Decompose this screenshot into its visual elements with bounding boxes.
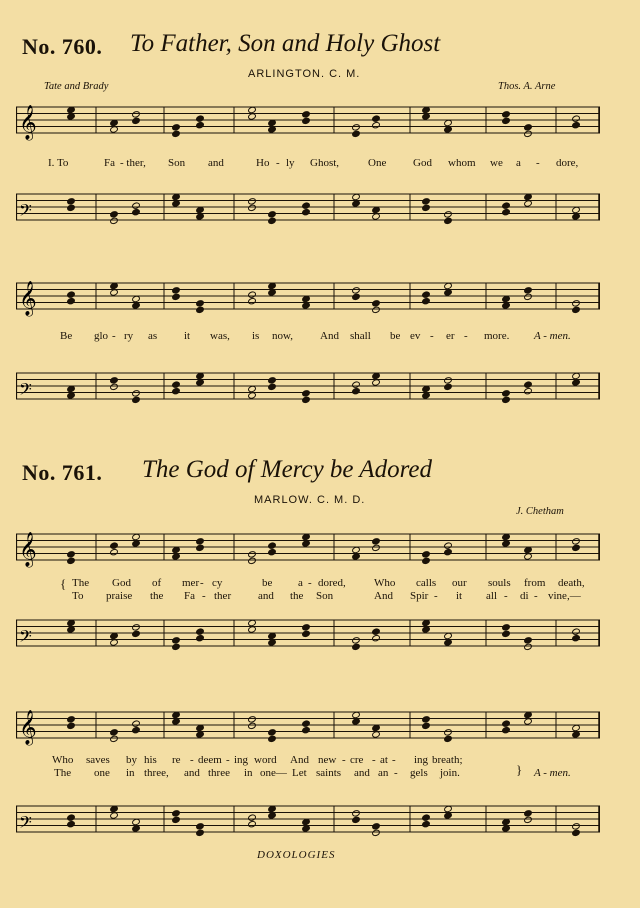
notehead [67,814,76,821]
notehead [302,208,311,215]
notehead [524,637,533,644]
notehead [110,217,119,224]
notehead [172,810,181,817]
lyric-syllable: - [504,590,508,602]
notehead [352,130,361,137]
lyric-syllable: it [456,590,463,602]
treble-clef-icon: 𝄞 [19,105,37,140]
notehead [268,548,277,555]
lyric-syllable: - [372,754,376,766]
notehead [352,293,361,300]
notehead [196,300,205,307]
notehead [572,538,581,545]
lyric-syllable: we [490,157,503,169]
notehead [248,557,257,564]
lyric-syllable: - [434,590,438,602]
lyric-syllable: word [254,754,277,766]
notehead [196,538,205,545]
lyric-syllable: and [258,590,274,602]
lyric-syllable: three [208,767,230,779]
notehead [268,729,277,736]
notehead [110,377,119,384]
notehead [172,643,181,650]
notehead [302,624,311,631]
lyric-syllable: God [413,157,432,169]
hymn-number-761: No. 761. [22,460,103,485]
notehead [132,390,141,397]
notehead [196,634,205,641]
lyric-syllable: now, [272,330,293,342]
lyric-syllable: Be [60,330,73,342]
lyric-syllable: it [184,330,191,342]
notehead [444,542,453,549]
lyric-syllable: in [244,767,253,779]
notehead [268,383,277,390]
notehead [572,544,581,551]
notehead [67,198,76,205]
notehead [132,726,141,733]
notehead [422,557,431,564]
notehead [502,111,511,118]
lyric-syllable: a [298,577,303,589]
lyric-syllable: the [290,590,304,602]
lyric-syllable: One [368,157,387,169]
hymn-number-760: No. 760. [22,34,103,59]
lyric-syllable: vine,— [548,590,581,602]
lyric-syllable: was, [210,330,230,342]
notehead [502,117,511,124]
notehead [372,115,381,122]
notehead [444,377,453,384]
hymn-title-761: The God of Mercy be Adored [142,456,432,483]
notehead [572,823,581,830]
notehead [422,814,431,821]
notehead [502,390,511,397]
notehead [372,829,381,836]
lyric-syllable: And [320,330,339,342]
lyric-syllable: ing [414,754,429,766]
lyric-syllable: dore, [556,157,579,169]
notehead [572,628,581,635]
notehead [67,557,76,564]
notehead [248,820,257,827]
notehead [352,643,361,650]
notehead [572,634,581,641]
notehead [524,124,533,131]
notehead [524,381,533,388]
lyric-syllable: - [112,330,116,342]
treble-clef-icon: 𝄞 [19,532,37,567]
verse-brace: } [516,762,523,777]
notehead [422,297,431,304]
notehead [422,291,431,298]
notehead [572,829,581,836]
lyric-syllable: ev [410,330,421,342]
notehead [302,726,311,733]
notehead [572,306,581,313]
lyric-syllable: join. [440,767,460,779]
bass-clef-icon: 𝄢 [19,200,32,224]
notehead [372,538,381,545]
treble-clef-icon: 𝄞 [19,710,37,745]
lyric-syllable: be [262,577,273,589]
amen-761: A - men. [534,767,571,779]
lyric-syllable: and [184,767,200,779]
notehead [422,722,431,729]
lyric-syllable: as [148,330,158,342]
notehead [502,630,511,637]
notehead [268,542,277,549]
notehead [248,722,257,729]
notehead [172,637,181,644]
notehead [110,211,119,218]
notehead [67,204,76,211]
lyric-syllable: Son [316,590,334,602]
notehead [172,816,181,823]
lyric-syllable: - [394,767,398,779]
lyric-syllable: death, [558,577,585,589]
notehead [172,287,181,294]
lyric-syllable: cy [212,577,223,589]
notehead [422,551,431,558]
lyric-syllable: - [308,577,312,589]
lyric-syllable: Who [52,754,74,766]
lyric-syllable: God [112,577,131,589]
lyric-syllable: gels [410,767,428,779]
notehead [422,198,431,205]
notehead [172,387,181,394]
lyric-syllable: er [446,330,455,342]
notehead [444,217,453,224]
lyric-syllable: and [354,767,370,779]
bass-clef-icon: 𝄢 [19,626,32,650]
notehead [172,293,181,300]
lyric-syllable: by [126,754,137,766]
notehead [67,291,76,298]
lyric-syllable: a [516,157,521,169]
lyric-syllable: from [524,577,546,589]
notehead [524,643,533,650]
staff-bass-761-2 [16,798,600,840]
music-credit-761: J. Chetham [516,506,564,517]
lyric-syllable: - [202,590,206,602]
tune-name-760: ARLINGTON. C. M. [248,68,361,80]
lyric-syllable: - [534,590,538,602]
lyric-syllable: To [72,590,84,602]
notehead [502,720,511,727]
lyric-syllable: - ther, [120,157,146,169]
notehead [524,287,533,294]
notehead [302,720,311,727]
notehead [444,211,453,218]
notehead [110,542,119,549]
lyric-syllable: is [252,330,260,342]
lyric-syllable: And [290,754,309,766]
notehead [524,293,533,300]
notehead [572,115,581,122]
notehead [268,211,277,218]
notehead [248,716,257,723]
notehead [248,291,257,298]
notehead [132,396,141,403]
words-credit-760: Tate and Brady [44,81,109,92]
notehead [268,735,277,742]
notehead [302,111,311,118]
lyric-syllable: ry [124,330,134,342]
notehead [352,387,361,394]
lyric-syllable: an [378,767,389,779]
lyric-syllable: our [452,577,467,589]
notehead [352,816,361,823]
lyric-syllable: - [342,754,346,766]
notehead [132,208,141,215]
notehead [524,130,533,137]
notehead [524,387,533,394]
staff-treble-761-2 [16,704,600,746]
notehead [352,810,361,817]
lyric-syllable: calls [416,577,437,589]
notehead [248,814,257,821]
notehead [132,720,141,727]
notehead [572,121,581,128]
notehead [524,810,533,817]
notehead [444,729,453,736]
notehead [196,823,205,830]
notehead [172,381,181,388]
lyric-syllable: ther [214,590,232,602]
lyric-syllable: Son [168,157,186,169]
lyric-syllable: one— [260,767,287,779]
notehead [67,551,76,558]
lyric-syllable: mer [182,577,200,589]
lyric-syllable: I. To [48,157,69,169]
lyric-syllable: cre [350,754,364,766]
notehead [132,111,141,118]
lyric-syllable: - [536,157,540,169]
bass-clef-icon: 𝄢 [19,379,32,403]
notehead [524,816,533,823]
lyric-syllable: Fa [184,590,195,602]
notehead [502,208,511,215]
lyric-syllable: praise [106,590,133,602]
notehead [372,628,381,635]
lyric-syllable: saints [316,767,342,779]
notehead [352,124,361,131]
notehead [422,716,431,723]
notehead [67,820,76,827]
lyric-syllable: - [430,330,434,342]
notehead [422,820,431,827]
lyric-syllable: whom [448,157,476,169]
notehead [172,124,181,131]
lyric-syllable: di [520,590,529,602]
lyric-syllable: glo [94,330,109,342]
notehead [248,297,257,304]
verse-brace: { [60,576,67,591]
notehead [352,637,361,644]
notehead [444,735,453,742]
notehead [502,726,511,733]
notehead [302,202,311,209]
lyric-syllable: - [200,577,204,589]
treble-clef-icon: 𝄞 [19,281,37,316]
notehead [352,381,361,388]
notehead [502,624,511,631]
lyric-syllable: - [226,754,230,766]
lyric-syllable: three, [144,767,169,779]
notehead [444,383,453,390]
lyric-syllable: - [190,754,194,766]
staff-treble-760-1 [16,99,600,141]
lyric-syllable: deem [198,754,222,766]
lyric-syllable: - [276,157,280,169]
lyric-syllable: ing [234,754,249,766]
notehead [444,548,453,555]
lyric-syllable: at [380,754,388,766]
notehead [248,198,257,205]
lyric-syllable: be [390,330,401,342]
notehead [502,202,511,209]
lyric-syllable: breath; [432,754,463,766]
notehead [372,300,381,307]
staff-treble-761-1 [16,526,600,568]
notehead [372,544,381,551]
notehead [196,628,205,635]
tune-name-761: MARLOW. C. M. D. [254,494,366,506]
lyric-syllable: - [392,754,396,766]
lyric-syllable: Who [374,577,396,589]
lyric-syllable: Fa [104,157,115,169]
lyric-syllable: dored, [318,577,346,589]
lyric-syllable: ly [286,157,295,169]
notehead [248,551,257,558]
lyric-syllable: shall [350,330,371,342]
notehead [132,202,141,209]
notehead [302,117,311,124]
notehead [110,383,119,390]
notehead [196,306,205,313]
lyric-syllable: Spir [410,590,429,602]
notehead [196,115,205,122]
lyric-syllable: saves [86,754,110,766]
notehead [110,735,119,742]
lyric-syllable: - [464,330,468,342]
notehead [196,829,205,836]
notehead [302,390,311,397]
staff-bass-761-1 [16,612,600,654]
lyric-syllable: re [172,754,181,766]
notehead [67,716,76,723]
music-credit-760: Thos. A. Arne [498,81,556,92]
notehead [196,121,205,128]
lyric-syllable: Ghost, [310,157,340,169]
lyric-syllable: all [486,590,497,602]
notehead [422,204,431,211]
notehead [110,548,119,555]
notehead [132,630,141,637]
page-footer: DOXOLOGIES [257,849,336,861]
amen-760: A - men. [534,330,571,342]
lyric-syllable: The [54,767,72,779]
notehead [67,722,76,729]
lyric-syllable: his [144,754,157,766]
notehead [132,117,141,124]
notehead [196,544,205,551]
lyric-syllable: Ho [256,157,270,169]
lyric-syllable: the [150,590,164,602]
staff-treble-760-2 [16,275,600,317]
notehead [302,396,311,403]
notehead [372,634,381,641]
lyric-syllable: Let [292,767,307,779]
notehead [372,823,381,830]
notehead [302,630,311,637]
notehead [132,624,141,631]
notehead [248,204,257,211]
notehead [502,396,511,403]
notehead [572,300,581,307]
lyric-syllable: more. [484,330,510,342]
lyric-syllable: new [318,754,337,766]
notehead [67,297,76,304]
notehead [110,729,119,736]
lyric-syllable: in [126,767,135,779]
hymn-title-760: To Father, Son and Holy Ghost [130,30,441,57]
lyric-syllable: of [152,577,162,589]
notehead [372,306,381,313]
staff-bass-760-1 [16,186,600,228]
notehead [172,130,181,137]
notehead [268,217,277,224]
notehead [268,377,277,384]
notehead [352,287,361,294]
lyric-syllable: And [374,590,393,602]
staff-bass-760-2 [16,365,600,407]
lyric-syllable: souls [488,577,511,589]
lyric-syllable: and [208,157,224,169]
notehead [372,121,381,128]
bass-clef-icon: 𝄢 [19,812,32,836]
lyric-syllable: one [94,767,110,779]
lyric-syllable: The [72,577,90,589]
